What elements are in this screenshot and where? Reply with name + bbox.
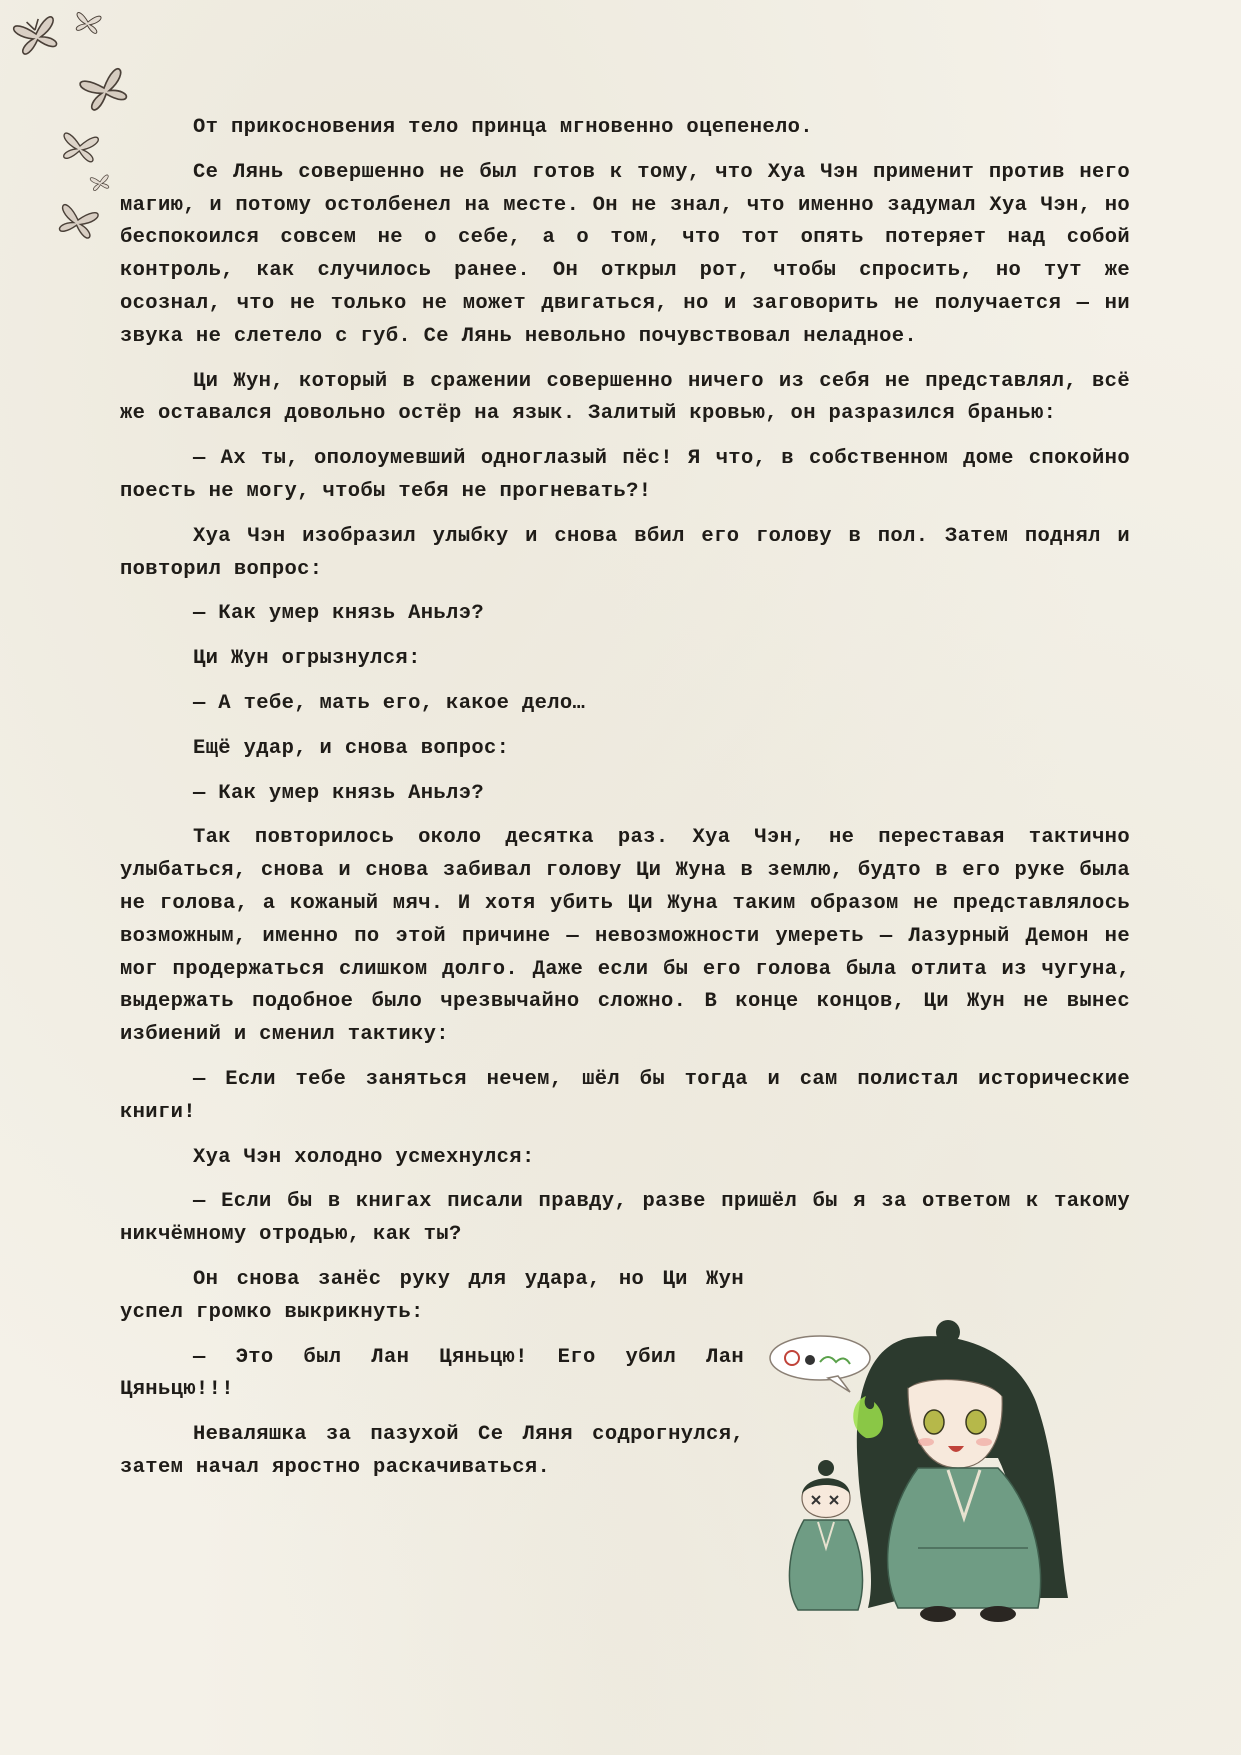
paragraph: Так повторилось около десятка раз. Хуа Чэн, не переставая тактично улыбаться, снова и снова забивал голову Ци Жуна в землю, будто в его руке была не голова, а кожаный мяч. И хотя убить Ци Жуна таким образом не представлялось возможным, именно по этой причине — невозможности умереть — Лазурный Демон не мог продержаться слишком долго. Даже если бы его голова была отлита из чугуна, выдержать подобное было чрезвычайно сложно. В конце концов, Ци Жун не вынес избиений и сменил тактику: <box>120 826 1130 1047</box>
chibi-illustration <box>768 1318 1098 1628</box>
paragraph: От прикосновения тело принца мгновенно оцепенело. <box>193 116 813 139</box>
speech-bubble-icon <box>770 1336 870 1392</box>
paragraph: Ци Жун, который в сражении совершенно ничего из себя не представлял, всё же оставался довольно остёр на язык. Залитый кровью, он разразился бранью: <box>120 369 1130 426</box>
butterfly-icon <box>56 204 98 239</box>
small-character <box>789 1460 862 1610</box>
dialogue-line: — Если бы в книгах писали правду, разве пришёл бы я за ответом к такому никчёмному отродью, как ты? <box>120 1190 1130 1247</box>
paragraph: Хуа Чэн изобразил улыбку и снова вбил его голову в пол. Затем поднял и повторил вопрос: <box>120 524 1130 581</box>
paragraph: Ци Жун огрызнулся: <box>193 647 421 671</box>
dialogue-line: — Это был Лан Цяньцю! Его убил Лан Цяньцю!!! <box>120 1345 744 1402</box>
dialogue-line: — Как умер князь Аньлэ? <box>193 781 484 805</box>
dialogue-line: — Если тебе заняться нечем, шёл бы тогда и сам полистал исторические книги! <box>120 1067 1130 1124</box>
dialogue-line: — Как умер князь Аньлэ? <box>193 602 484 626</box>
chapter-text <box>120 112 1130 1485</box>
butterfly-icon <box>74 12 101 34</box>
butterfly-icon <box>13 15 60 55</box>
dialogue-line: — Ах ты, ополоумевший одноглазый пёс! Я что, в собственном доме спокойно поесть не могу, чтобы тебя не прогневать?! <box>120 447 1130 503</box>
butterfly-icon <box>61 133 99 163</box>
paragraph: Неваляшка за пазухой Се Ляня содрогнулся, затем начал яростно раскачиваться. <box>120 1423 744 1479</box>
paragraph: Ещё удар, и снова вопрос: <box>193 736 510 760</box>
paragraph: Се Лянь совершенно не был готов к тому, что Хуа Чэн применит против него магию, и потому остолбенел на месте. Он не знал, что именно задумал Хуа Чэн, но беспокоился совсем не о себе, а о том, что тот опять потеряет над собой контроль, как случилось ранее. Он открыл рот, чтобы спросить, но тут же осознал, что не только не может двигаться, но и заговорить не получается — ни звука не слетело с губ. Се Лянь невольно почувствовал неладное. <box>120 160 1130 348</box>
dialogue-line: — А тебе, мать его, какое дело… <box>193 691 586 715</box>
butterfly-icon <box>90 175 110 191</box>
paragraph: Хуа Чэн холодно усмехнулся: <box>193 1145 535 1169</box>
butterfly-icon <box>79 68 130 112</box>
paragraph: Он снова занёс руку для удара, но Ци Жун успел громко выкрикнуть: <box>120 1267 744 1324</box>
